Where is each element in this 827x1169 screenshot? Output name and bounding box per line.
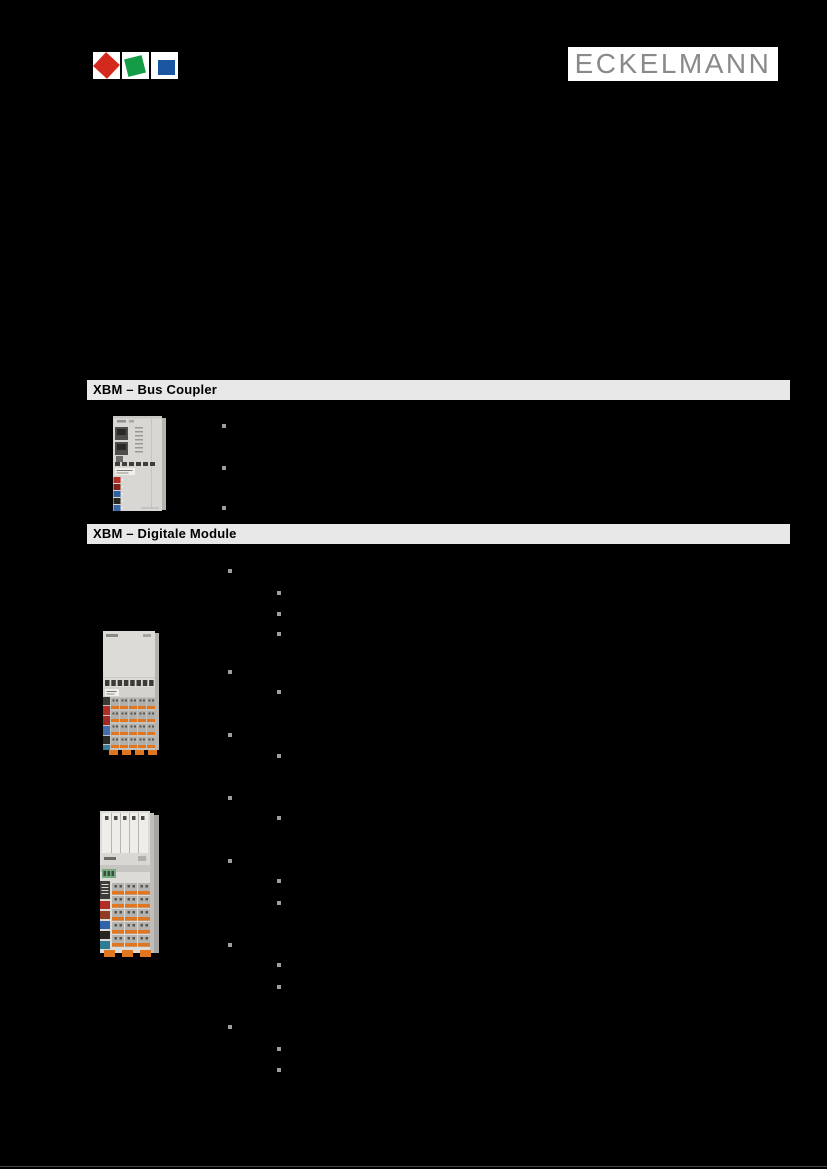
bullet-marker xyxy=(277,901,281,905)
bullet-marker xyxy=(222,424,226,428)
bullet-marker xyxy=(228,859,232,863)
bullet-marker xyxy=(228,670,232,674)
bullet-marker xyxy=(228,733,232,737)
green-tilted-square-icon xyxy=(124,55,146,77)
red-diamond-icon xyxy=(93,52,120,79)
bullet-marker xyxy=(277,985,281,989)
digital-module-product-image-2 xyxy=(94,801,160,959)
bullet-marker xyxy=(222,466,226,470)
bullet-marker xyxy=(277,879,281,883)
bullet-marker xyxy=(277,690,281,694)
bullet-marker xyxy=(277,1047,281,1051)
eckelmann-wordmark: ECKELMANN xyxy=(568,47,778,81)
bullet-marker xyxy=(277,591,281,595)
logo-tile-blue xyxy=(151,52,178,79)
digital-module-product-image-1 xyxy=(103,631,159,755)
bullet-marker xyxy=(277,963,281,967)
blue-square-icon xyxy=(158,60,175,75)
section-header-bus-coupler: XBM – Bus Coupler xyxy=(87,380,790,400)
bullet-marker xyxy=(228,943,232,947)
bullet-marker xyxy=(277,1068,281,1072)
bullet-marker xyxy=(222,506,226,510)
logo-tile-red xyxy=(93,52,120,79)
bus-coupler-product-image xyxy=(113,415,166,512)
section-header-digitale-module: XBM – Digitale Module xyxy=(87,524,790,544)
bullet-marker xyxy=(228,1025,232,1029)
bullet-marker xyxy=(277,612,281,616)
bullet-marker xyxy=(228,796,232,800)
logo-tile-green xyxy=(122,52,149,79)
bullet-marker xyxy=(228,569,232,573)
bullet-marker xyxy=(277,632,281,636)
brand-squares-logo xyxy=(93,52,178,79)
bullet-marker xyxy=(277,754,281,758)
bullet-marker xyxy=(277,816,281,820)
page-bottom-rule xyxy=(0,1166,827,1167)
